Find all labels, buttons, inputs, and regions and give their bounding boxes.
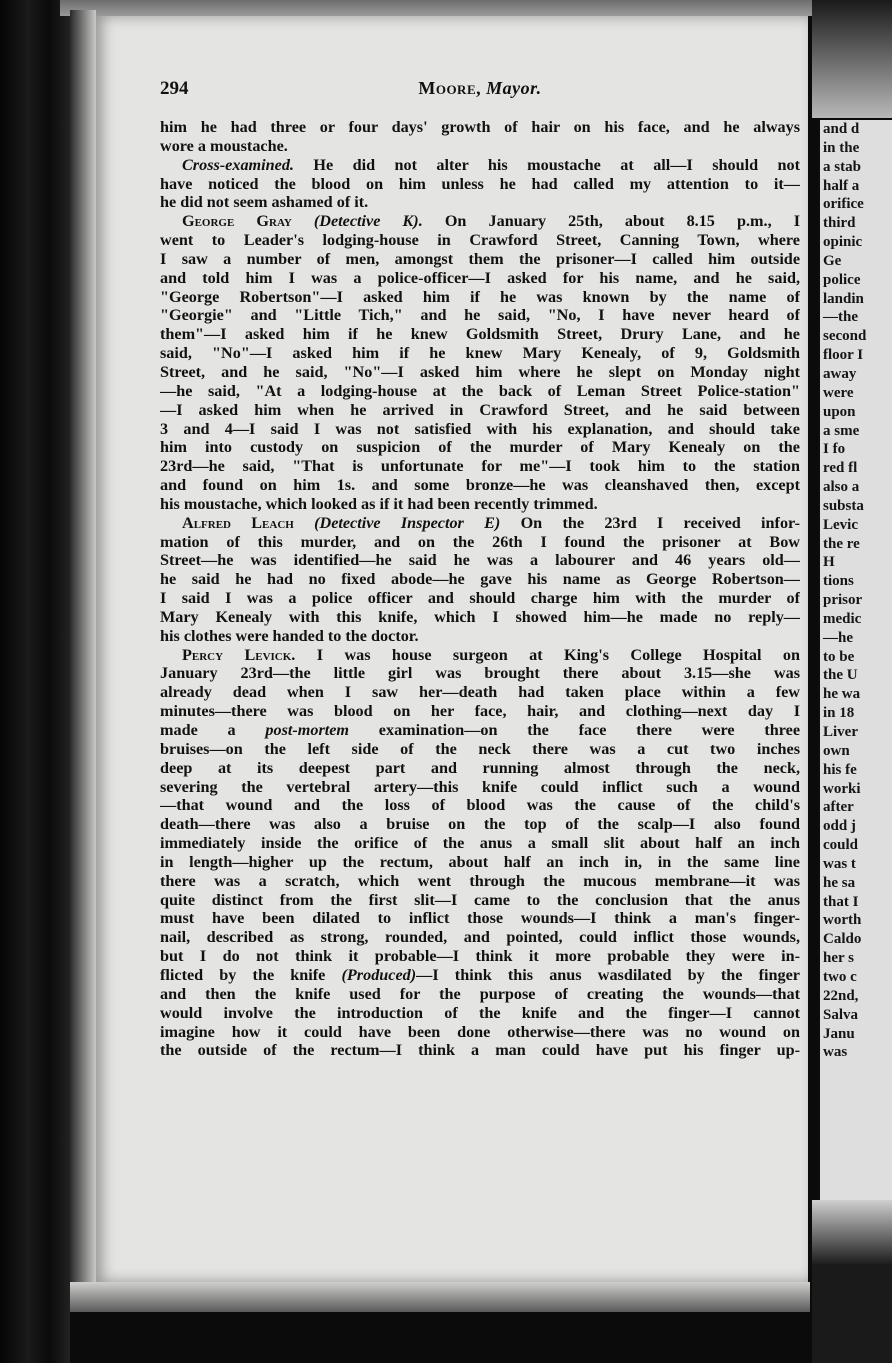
- witness-role: (Detective Inspector E): [314, 513, 501, 532]
- text-line: and then the knife used for the purpose of creating the wounds—that: [160, 984, 800, 1003]
- text-line: wore a moustache.: [160, 136, 288, 155]
- text-line: have noticed the blood on him unless he had called my attention to it—: [160, 174, 800, 193]
- facing-page-line: a stab: [823, 158, 861, 175]
- facing-page-line: in 18: [823, 705, 855, 722]
- text-line: him into custody on suspicion of the murder of Mary Kenealy on the: [160, 438, 800, 457]
- text-line: his clothes were handed to the doctor.: [160, 626, 419, 645]
- page-gutter: [70, 10, 96, 1285]
- facing-page-line: Levic: [823, 516, 858, 533]
- text-line: —that wound and the loss of blood was the cause of the child's: [160, 796, 800, 815]
- facing-page-line: —he: [823, 629, 853, 646]
- text-line: Cross-examined. He did not alter his moustache at all—I should not: [182, 155, 800, 174]
- text-line: immediately inside the orifice of the anus a small slit about half an inch: [160, 834, 800, 853]
- text-line: Street, and he said, "No"—I asked him where he slept on Monday night: [160, 362, 800, 381]
- text-line: January 23rd—the little girl was brought there about 3.15—she was: [160, 664, 800, 683]
- text-line: must have been dilated to inflict those wounds—I think a man's finger-: [160, 909, 800, 928]
- facing-page-line: second: [823, 328, 867, 345]
- facing-page-line: he wa: [823, 686, 861, 703]
- text-line: 3 and 4—I said I was not satisfied with his explanation, and should take: [160, 419, 800, 438]
- facing-page-line: upon: [823, 403, 856, 420]
- facing-page-line: landin: [823, 290, 864, 307]
- facing-page-line: could: [823, 837, 859, 854]
- facing-page-line: also a: [823, 479, 860, 496]
- text-line: quite distinct from the first slit—I came to the conclusion that the anus: [160, 890, 800, 909]
- text-line: severing the vertebral artery—this knife could inflict such a wound: [160, 777, 800, 796]
- facing-page: [820, 120, 892, 1200]
- facing-page-line: odd j: [823, 818, 856, 835]
- text-line: the outside of the rectum—I think a man could have put his finger up-: [160, 1041, 800, 1060]
- text-line: "Georgie" and "Little Tich," and he said, "No, I have never heard of: [160, 306, 800, 325]
- facing-page-line: orifice: [823, 196, 864, 213]
- text-line: he said he had no fixed abode—he gave his name as George Robertson—: [160, 570, 800, 589]
- produced-note: (Produced): [341, 965, 417, 984]
- running-head-title: Mayor.: [486, 78, 542, 98]
- facing-page-line: medic: [823, 610, 862, 627]
- text-line: his moustache, which looked as if it had been recently trimmed.: [160, 494, 598, 513]
- witness-role: (Detective K).: [313, 212, 423, 231]
- text-line: imagine how it could have been done otherwise—there was no wound on: [160, 1022, 800, 1041]
- text-line: there was a scratch, which went through the mucous membrane—it was: [160, 871, 800, 890]
- text-line: went to Leader's lodging-house in Crawford Street, Canning Town, where: [160, 231, 800, 250]
- facing-page-line: two c: [823, 968, 857, 985]
- facing-page-line: Janu: [823, 1025, 855, 1042]
- witness-name: Alfred Leach: [182, 513, 294, 532]
- facing-page-line: substa: [823, 497, 864, 514]
- facing-page-line: opinic: [823, 234, 863, 251]
- witness-name: Percy Levick.: [182, 645, 296, 664]
- page-number: 294: [160, 78, 189, 99]
- facing-page-line: floor I: [823, 347, 864, 364]
- facing-page-bottom: [812, 1200, 892, 1363]
- facing-page-line: the U: [823, 667, 858, 684]
- book-binding: [0, 0, 70, 1363]
- witness-name: George Gray: [182, 212, 292, 231]
- page-bottom-edge: [70, 1282, 810, 1312]
- text-line: death—there was also a bruise on the top of the scalp—I also found: [160, 815, 800, 834]
- facing-page-line: he sa: [823, 874, 856, 891]
- facing-page-line: Liver: [823, 724, 858, 740]
- facing-page-line: in the: [823, 139, 860, 156]
- facing-page-line: third: [823, 215, 856, 232]
- facing-page-line: was t: [823, 855, 856, 872]
- running-head-name: Moore: [418, 78, 477, 98]
- text-line: said, "No"—I asked him if he knew Mary Kenealy, of 9, Goldsmith: [160, 344, 800, 363]
- facing-page-line: her s: [823, 950, 854, 967]
- facing-page-line: was: [823, 1044, 848, 1061]
- facing-page-line: after: [823, 799, 854, 816]
- facing-page-line: a sme: [823, 422, 860, 439]
- cross-examined-label: Cross-examined.: [182, 155, 294, 174]
- facing-page-line: the re: [823, 535, 860, 552]
- facing-page-line: his fe: [823, 761, 857, 778]
- text-line: he did not seem ashamed of it.: [160, 193, 369, 212]
- text-line: Mary Kenealy with this knife, which I showed him—he made no reply—: [160, 607, 800, 626]
- facing-page-line: half a: [823, 177, 860, 194]
- page-top-edge: [60, 0, 820, 16]
- facing-page-line: Ge: [823, 252, 842, 269]
- text-line: made a post-mortem examination—on the face there were three: [160, 721, 800, 739]
- page-header: [160, 78, 800, 106]
- text-line: deep at its deepest part and running almost through the neck,: [160, 758, 800, 777]
- text-line: "George Robertson"—I asked him if he was known by the name of: [160, 287, 800, 306]
- facing-page-line: —the: [823, 309, 858, 326]
- facing-page-line: were: [823, 384, 854, 401]
- facing-page-line: 22nd,: [823, 987, 859, 1004]
- facing-page-line: that I: [823, 893, 859, 910]
- facing-page-line: own: [823, 742, 850, 759]
- text-line: flicted by the knife (Produced)—I think this anus wasdilated by the finger: [160, 965, 800, 984]
- facing-page-line: prisor: [823, 592, 863, 609]
- text-line: 23rd—he said, "That is unfortunate for me"—I took him to the station: [160, 457, 800, 476]
- text-line: Percy Levick. I was house surgeon at King's College Hospital on: [182, 645, 800, 664]
- text-line: minutes—there was blood on her face, hair, and clothing—next day I: [160, 702, 800, 721]
- text-line: I saw a number of men, amongst them the prisoner—I called him outside: [160, 249, 800, 268]
- text-line: I said I was a police officer and should charge him with the murder of: [160, 589, 800, 608]
- text-line: them"—I asked him if he knew Goldsmith Street, Drury Lane, and he: [160, 325, 800, 344]
- facing-page-line: to be: [823, 648, 855, 665]
- text-line: George Gray (Detective K). On January 25th, about 8.15 p.m., I: [182, 212, 800, 231]
- facing-page-line: worth: [823, 912, 862, 929]
- text-line: nail, described as strong, rounded, and pointed, could inflict those wounds,: [160, 928, 800, 947]
- facing-page-line: I fo: [823, 441, 846, 458]
- facing-page-line: tions: [823, 573, 854, 590]
- text-line: Alfred Leach (Detective Inspector E) On the 23rd I received infor-: [182, 513, 800, 532]
- text-line: but I do not think it probable—I think it more probable they were in-: [160, 947, 800, 966]
- post-mortem-term: post-mortem: [265, 721, 350, 739]
- text-line: already dead when I saw her—death had taken place within a few: [160, 683, 800, 702]
- text-line: in length—higher up the rectum, about half an inch in, in the same line: [160, 852, 800, 871]
- facing-page-line: H: [823, 554, 835, 571]
- facing-page-line: and d: [823, 121, 860, 137]
- text-line: and found on him 1s. and some bronze—he was cleanshaved then, except: [160, 476, 800, 495]
- facing-page-line: worki: [823, 780, 861, 797]
- facing-page-line: red fl: [823, 460, 858, 477]
- text-line: mation of this murder, and on the 26th I found the prisoner at Bow: [160, 532, 800, 551]
- text-line: would involve the introduction of the knife and the finger—I cannot: [160, 1003, 800, 1022]
- facing-page-line: police: [823, 271, 861, 288]
- text-line: Street—he was identified—he said he was a labourer and 46 years old—: [160, 551, 800, 570]
- text-line: bruises—on the left side of the neck there was a cut two inches: [160, 739, 800, 758]
- body-text: [160, 118, 800, 1060]
- facing-page-line: away: [823, 365, 857, 382]
- text-line: and told him I was a police-officer—I asked for his name, and he said,: [160, 268, 800, 287]
- facing-page-line: Caldo: [823, 931, 862, 948]
- text-line: him he had three or four days' growth of hair on his face, and he always: [160, 118, 800, 136]
- running-head: Moore, Mayor.: [418, 78, 542, 98]
- facing-page-top: [812, 0, 892, 118]
- text-line: —I asked him when he arrived in Crawford Street, and he said between: [160, 400, 800, 419]
- text-line: —he said, "At a lodging-house at the back of Leman Street Police-station": [160, 381, 800, 400]
- facing-page-line: Salva: [823, 1006, 859, 1023]
